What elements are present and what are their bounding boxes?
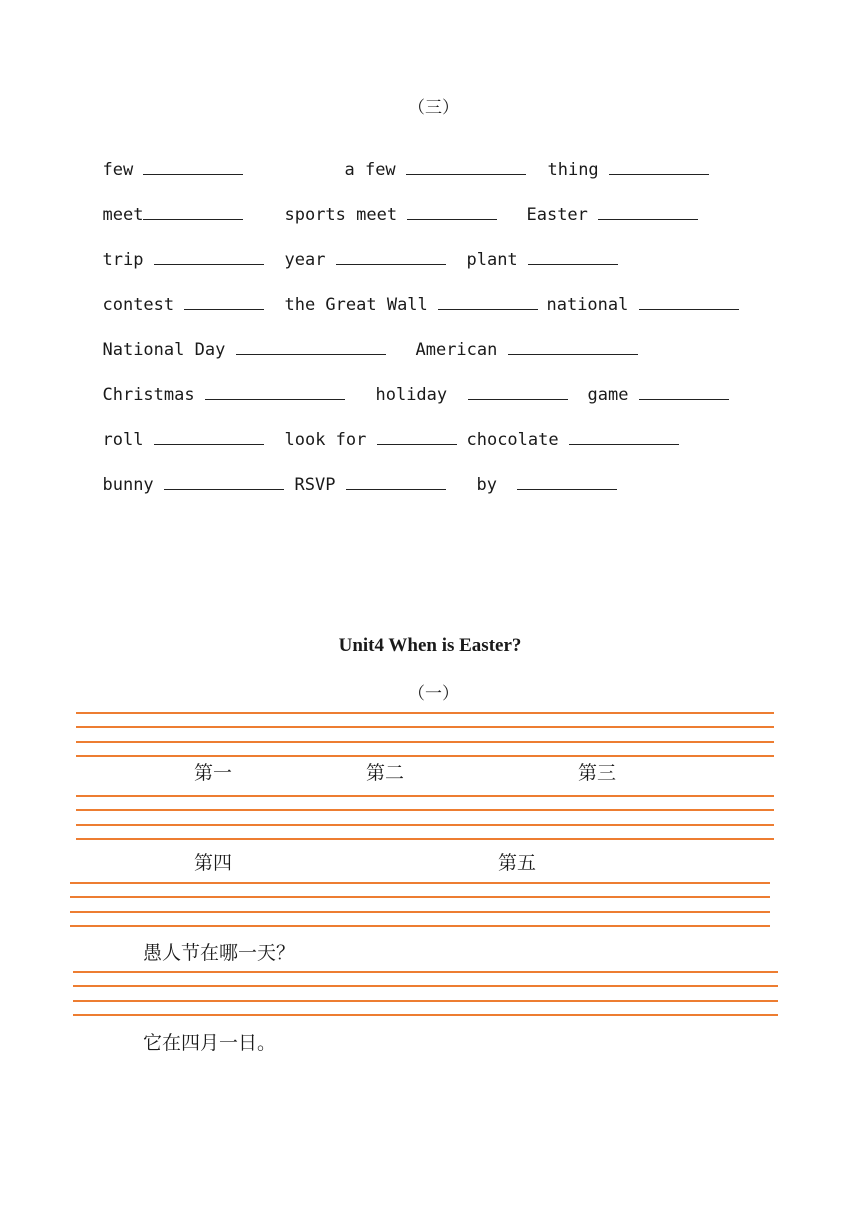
vocab-row — [456, 455, 617, 495]
word-label: few — [102, 160, 134, 180]
answer-blank[interactable] — [517, 475, 617, 490]
word-label: trip — [102, 250, 144, 270]
answer-blank[interactable] — [336, 250, 446, 265]
writing-lines[interactable] — [70, 882, 770, 928]
answer-text: 它在四月一日。 — [143, 1032, 277, 1054]
vocab-row — [446, 410, 679, 450]
word-label: plant — [466, 250, 518, 270]
answer-blank[interactable] — [205, 385, 345, 400]
answer-blank[interactable] — [598, 205, 698, 220]
answer-blank[interactable] — [143, 205, 243, 220]
ordinal-label: 第二 — [366, 762, 405, 784]
answer-blank[interactable] — [154, 250, 264, 265]
vocab-row — [355, 365, 568, 405]
answer-blank[interactable] — [438, 295, 538, 310]
word-label: RSVP — [294, 475, 336, 495]
answer-blank[interactable] — [164, 475, 284, 490]
vocab-row — [264, 275, 538, 315]
writing-lines[interactable] — [76, 712, 774, 758]
writing-lines[interactable] — [73, 971, 778, 1017]
vocab-row — [567, 365, 729, 405]
vocab-row — [82, 230, 264, 270]
answer-blank[interactable] — [609, 160, 709, 175]
ordinal-label: 第四 — [194, 852, 233, 874]
ordinal-label: 第一 — [194, 762, 233, 784]
answer-blank[interactable] — [508, 340, 638, 355]
vocab-row — [82, 410, 264, 450]
vocab-row — [264, 410, 457, 450]
word-label: the Great Wall — [284, 295, 428, 315]
vocab-row — [506, 185, 698, 225]
vocab-row — [527, 140, 709, 180]
word-label: American — [415, 340, 498, 360]
word-label: national — [546, 295, 629, 315]
vocab-row — [324, 140, 526, 180]
answer-blank[interactable] — [406, 160, 526, 175]
word-label: National Day — [102, 340, 226, 360]
word-label: Easter — [526, 205, 588, 225]
word-label: thing — [547, 160, 599, 180]
word-label: holiday — [375, 385, 448, 405]
unit-title: Unit4 When is Easter? — [338, 635, 522, 656]
word-label: sports meet — [284, 205, 398, 225]
answer-blank[interactable] — [639, 385, 729, 400]
vocab-row — [82, 275, 264, 315]
answer-blank[interactable] — [407, 205, 497, 220]
word-label: meet — [102, 205, 144, 225]
word-label: game — [587, 385, 629, 405]
answer-blank[interactable] — [639, 295, 739, 310]
ordinal-label: 第三 — [578, 762, 617, 784]
word-label: look for — [284, 430, 367, 450]
vocab-row — [274, 455, 446, 495]
answer-blank[interactable] — [569, 430, 679, 445]
word-label: by — [476, 475, 497, 495]
answer-blank[interactable] — [154, 430, 264, 445]
vocab-row — [82, 365, 345, 405]
word-label: Christmas — [102, 385, 195, 405]
vocab-row — [82, 320, 386, 360]
answer-blank[interactable] — [236, 340, 386, 355]
answer-blank[interactable] — [346, 475, 446, 490]
vocab-row — [264, 230, 446, 270]
ordinal-label: 第五 — [498, 852, 537, 874]
vocab-row — [264, 185, 497, 225]
word-label: roll — [102, 430, 144, 450]
word-label: bunny — [102, 475, 154, 495]
vocab-row — [526, 275, 739, 315]
section-3-heading: （三） — [408, 98, 459, 118]
section-1-heading: （一） — [408, 684, 459, 704]
answer-blank[interactable] — [377, 430, 457, 445]
vocab-row — [395, 320, 638, 360]
word-label: contest — [102, 295, 175, 315]
answer-blank[interactable] — [528, 250, 618, 265]
word-label: year — [284, 250, 326, 270]
answer-blank[interactable] — [143, 160, 243, 175]
writing-lines[interactable] — [76, 795, 774, 841]
answer-blank[interactable] — [184, 295, 264, 310]
vocab-row — [82, 140, 243, 180]
question-text: 愚人节在哪一天？ — [143, 942, 296, 964]
word-label: a few — [344, 160, 396, 180]
vocab-row — [82, 185, 243, 225]
word-label: chocolate — [466, 430, 559, 450]
vocab-row — [82, 455, 284, 495]
answer-blank[interactable] — [468, 385, 568, 400]
vocab-row — [446, 230, 618, 270]
